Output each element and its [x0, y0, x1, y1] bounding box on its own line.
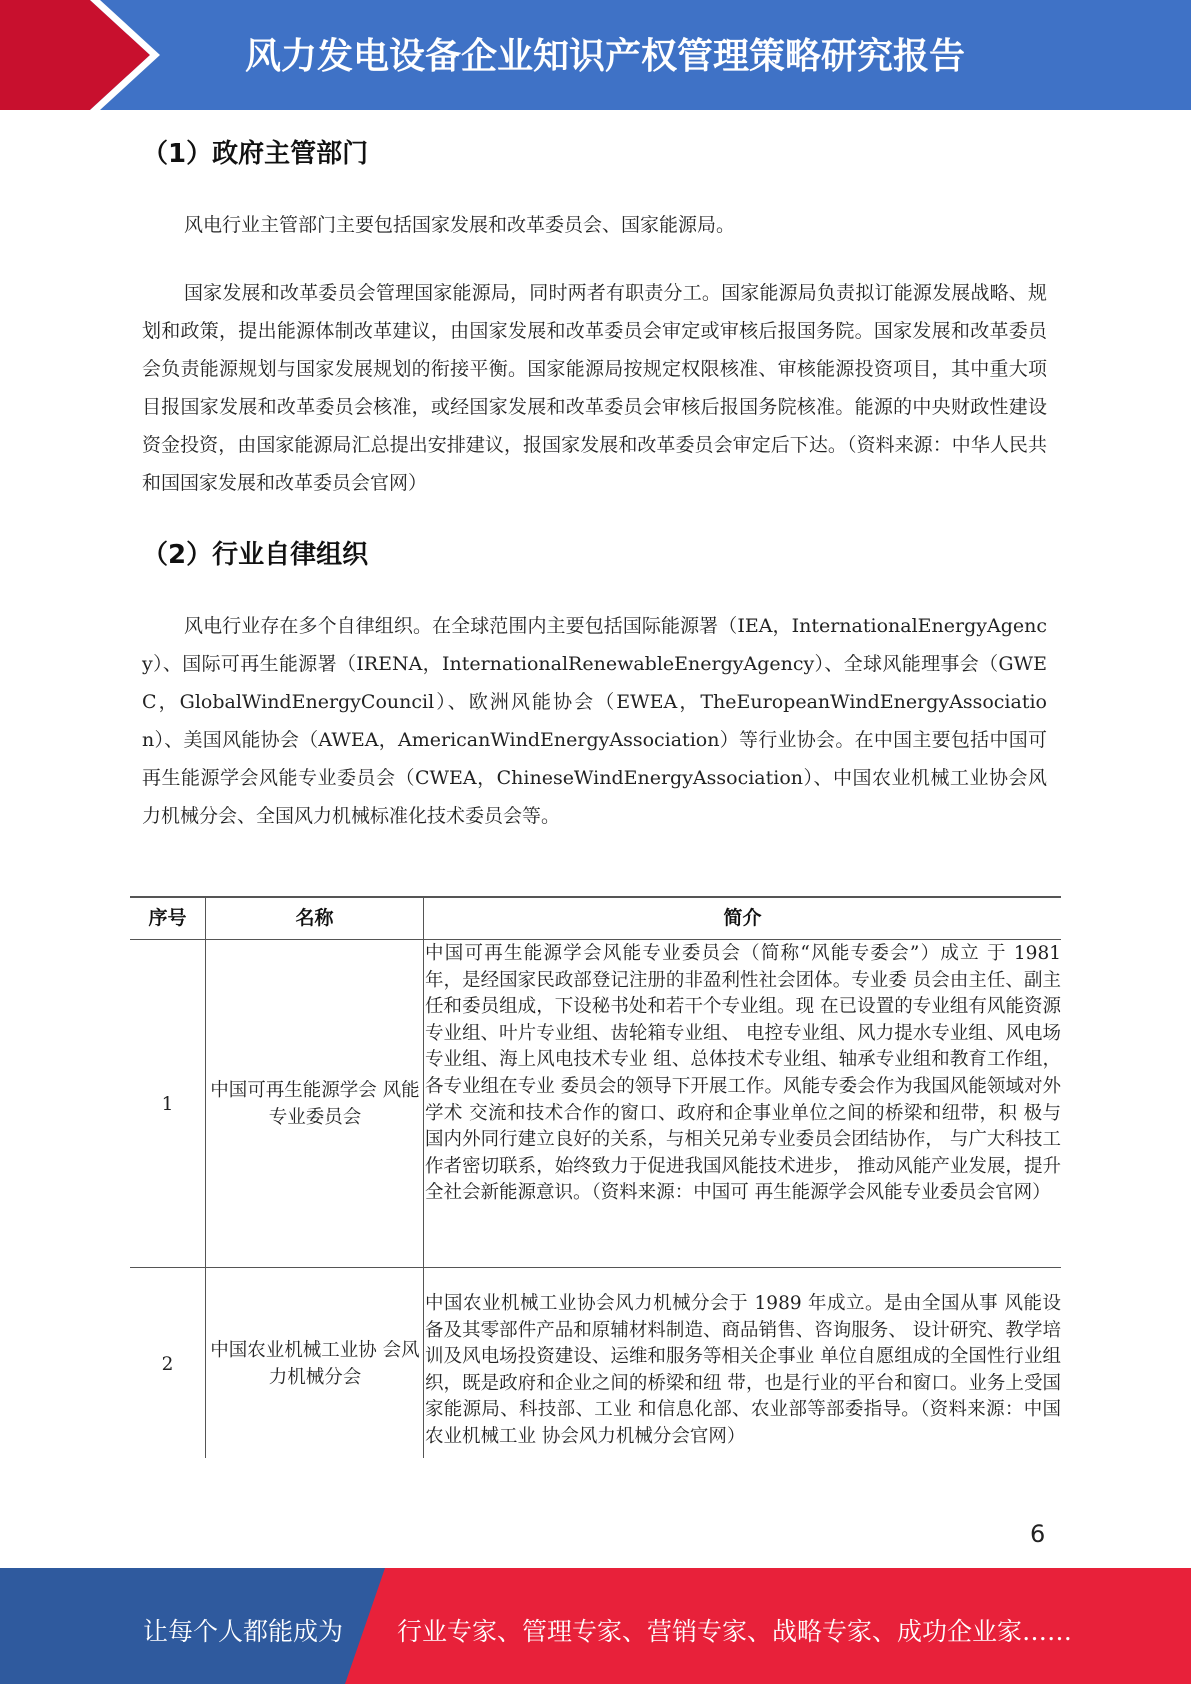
page-number: 6 — [1030, 1520, 1046, 1548]
section-heading-government: （1）政府主管部门 — [142, 139, 369, 169]
paragraph-regulators-detail: 国家发展和改革委员会管理国家能源局，同时两者有职责分工。国家能源局负责拟订能源发展战略、规划和政策，提出能源体制改革建议，由国家发展和改革委员会审定或审核后报国务院。国家发展和改革委员会负责能源规划与国家发展规划的衔接平衡。国家能源局按规定权限核准、审核能源投资项目，其中重大项目报国家发展和改革委员会核准，或经国家发展和改革委员会审核后报国务院核准。能源的中央财政性建设资金投资，由国家能源局汇总提出安排建议，报国家发展和改革委员会审定后下达。（资料来源：中华人民共和国国家发展和改革委员会官网） — [142, 282, 1047, 494]
page-footer — [0, 1568, 1191, 1684]
table-header-name: 名称 — [295, 907, 334, 929]
paragraph-regulators-intro: 风电行业主管部门主要包括国家发展和改革委员会、国家能源局。 — [184, 214, 736, 236]
header-arrow-decoration — [0, 0, 170, 110]
paragraph-associations: 风电行业存在多个自律组织。在全球范围内主要包括国际能源署（IEA，InternationalEnergyAgency）、国际可再生能源署（IRENA，InternationalRenewableEnergyAgency）、全球风能理事会（GWEC，GlobalWindEnergyCouncil）、欧洲风能协会（EWEA，TheEuropeanWindEnergyAssociation）、美国风能协会（AWEA，AmericanWindEnergyAssociation）等行业协会。在中国主要包括中国可再生能源学会风能专业委员会（CWEA，ChineseWindEnergyAssociation）、中国农业机械工业协会风力机械分会、全国风力机械标准化技术委员会等。 — [142, 615, 1047, 827]
report-title: 风力发电设备企业知识产权管理策略研究报告 — [245, 36, 966, 77]
table-header-intro: 简介 — [723, 907, 762, 929]
footer-slogan-left: 让每个人都能成为 — [143, 1617, 344, 1646]
footer-slogan-right: 行业专家、管理专家、营销专家、战略专家、成功企业家…… — [397, 1617, 1073, 1646]
table-header-no: 序号 — [148, 907, 187, 929]
table-row-1-intro: 中国可再生能源学会风能专业委员会（简称“风能专委会”）成立 于 1981 年，是经国家民政部登记注册的非盈利性社会团体。专业委 员会由主任、副主任和委员组成，下设秘书处和若干个专业组。现 在已设置的专业组有风能资源专业组、叶片专业组、齿轮箱专业组、 电控专业组、风力提水专业组、风电场专业组、海上风电技术专业 组、总体技术专业组、轴承专业组和教育工作组，各专业组在专业 委员会的领导下开展工作。风能专委会作为我国风能领域对外学术 交流和技术合作的窗口、政府和企事业单位之间的桥梁和纽带，积 极与国内外同行建立良好的关系，与相关兄弟专业委员会团结协作， 与广大科技工作者密切联系，始终致力于促进我国风能技术进步， 推动风能产业发展，提升全社会新能源意识。（资料来源：中国可 再生能源学会风能专业委员会官网） — [425, 943, 1061, 1204]
table-row-1-name: 中国可再生能源学会 风能专业委员会 — [210, 1080, 420, 1128]
section-heading-associations: （2）行业自律组织 — [142, 540, 369, 570]
table-row-1-no: 1 — [161, 1094, 174, 1115]
table-row-2-intro: 中国农业机械工业协会风力机械分会于 1989 年成立。是由全国从事 风能设备及其零部件产品和原辅材料制造、商品销售、咨询服务、 设计研究、教学培训及风电场投资建设、运维和服务等相关企事业 单位自愿组成的全国性行业组织，既是政府和企业之间的桥梁和纽 带，也是行业的平台和窗口。业务上受国家能源局、科技部、工业 和信息化部、农业部等部委指导。（资料来源：中国农业机械工业 协会风力机械分会官网） — [425, 1293, 1061, 1447]
table-row-2-no: 2 — [161, 1354, 174, 1375]
table-row-2-name: 中国农业机械工业协 会风力机械分会 — [210, 1340, 420, 1388]
page-header — [0, 0, 1191, 110]
